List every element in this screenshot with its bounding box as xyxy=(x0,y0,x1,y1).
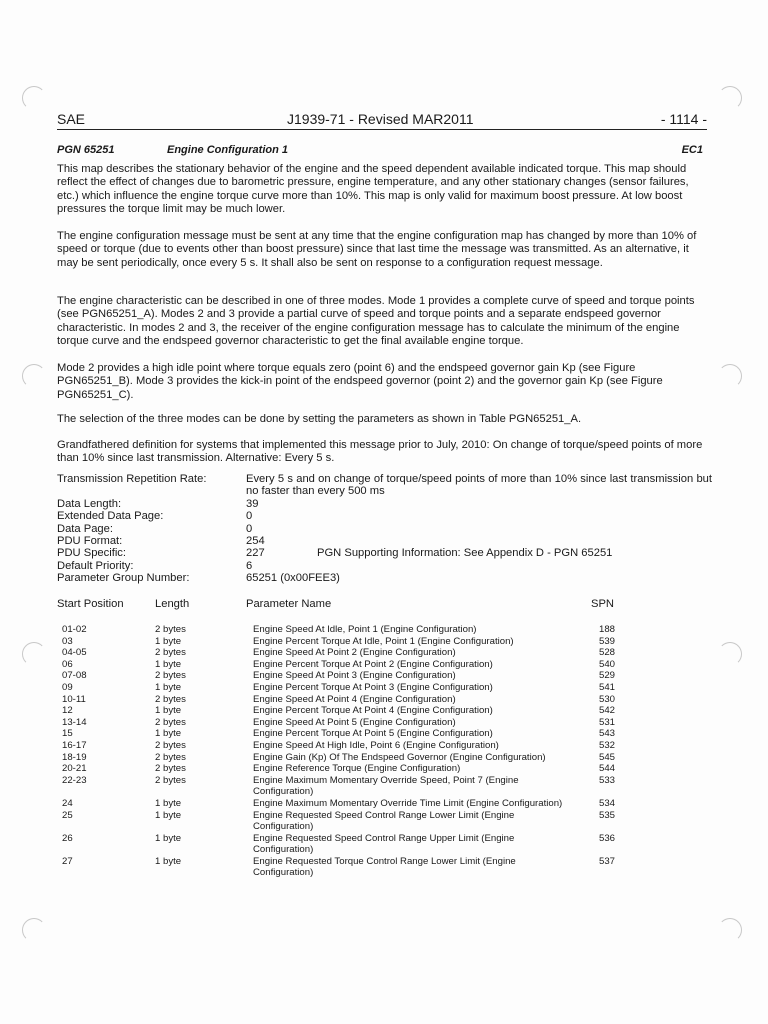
cell-parameter-name: Engine Speed At Point 3 (Engine Configuration) xyxy=(253,670,456,682)
param-label: Transmission Repetition Rate: xyxy=(57,473,207,485)
param-value: 6 xyxy=(246,559,253,572)
table-row xyxy=(57,636,717,648)
pgn-label: PGN 65251 xyxy=(57,144,115,156)
cell-length: 2 bytes xyxy=(155,751,186,763)
cell-parameter-name: Engine Speed At Point 5 (Engine Configuration) xyxy=(253,716,456,728)
punch-hole-mark xyxy=(22,86,46,110)
cell-spn: 536 xyxy=(599,832,616,844)
cell-start-position: 03 xyxy=(62,635,73,647)
param-value: Every 5 s and on change of torque/speed points of more than 10% since last transmission but no faster than every 500 ms xyxy=(246,473,712,498)
table-row xyxy=(57,624,717,636)
cell-length: 2 bytes xyxy=(155,774,186,786)
table-row xyxy=(57,833,717,856)
cell-start-position: 12 xyxy=(62,705,73,717)
header-page-number: - 1114 - xyxy=(660,111,707,127)
cell-spn: 544 xyxy=(599,763,616,775)
cell-spn: 533 xyxy=(599,774,616,786)
cell-spn: 540 xyxy=(599,658,616,670)
cell-spn: 530 xyxy=(599,693,616,705)
cell-start-position: 24 xyxy=(62,797,73,809)
table-row xyxy=(57,647,717,659)
param-value: 65251 (0x00FEE3) xyxy=(246,572,340,585)
cell-parameter-name: Engine Percent Torque At Point 3 (Engine Configuration) xyxy=(253,681,493,693)
cell-length: 2 bytes xyxy=(155,716,186,728)
param-row xyxy=(57,572,712,584)
punch-hole-mark xyxy=(22,642,46,666)
parameter-list xyxy=(57,473,712,585)
param-label: Default Priority: xyxy=(57,559,134,572)
param-value: 0 xyxy=(246,510,253,523)
column-header-start: Start Position xyxy=(57,598,124,610)
cell-parameter-name: Engine Speed At High Idle, Point 6 (Engine Configuration) xyxy=(253,739,499,751)
table-row xyxy=(57,705,717,717)
table-row xyxy=(57,728,717,740)
param-row xyxy=(57,535,712,547)
cell-length: 1 byte xyxy=(155,809,182,821)
cell-length: 1 byte xyxy=(155,728,182,740)
cell-start-position: 25 xyxy=(62,809,73,821)
table-row xyxy=(57,798,717,810)
punch-hole-mark xyxy=(22,364,46,388)
cell-spn: 541 xyxy=(599,681,616,693)
param-value: 227 xyxy=(246,547,265,560)
cell-parameter-name: Engine Speed At Point 4 (Engine Configuration) xyxy=(253,693,456,705)
cell-parameter-name: Engine Requested Torque Control Range Lower Limit (Engine Configuration) xyxy=(253,855,516,879)
param-label: Parameter Group Number: xyxy=(57,572,190,585)
cell-start-position: 27 xyxy=(62,855,73,867)
cell-length: 2 bytes xyxy=(155,647,186,659)
cell-length: 2 bytes xyxy=(155,763,186,775)
cell-parameter-name: Engine Gain (Kp) Of The Endspeed Governor (Engine Configuration) xyxy=(253,751,546,763)
punch-hole-mark xyxy=(718,364,742,388)
header-org: SAE xyxy=(57,111,86,127)
cell-spn: 543 xyxy=(599,728,616,740)
cell-parameter-name: Engine Maximum Momentary Override Time Limit (Engine Configuration) xyxy=(253,797,563,809)
paragraph: The selection of the three modes can be done by setting the parameters as shown in Table PGN65251_A. xyxy=(57,413,582,425)
paragraph: Grandfathered definition for systems that implemented this message prior to July, 2010: On change of torque/speed points of more than 10% since last transmission. Alternative: Every 5 s. xyxy=(57,439,703,465)
cell-parameter-name: Engine Percent Torque At Idle, Point 1 (Engine Configuration) xyxy=(253,635,514,647)
cell-spn: 539 xyxy=(599,635,616,647)
cell-start-position: 01-02 xyxy=(62,624,87,635)
cell-start-position: 06 xyxy=(62,658,73,670)
param-row xyxy=(57,473,712,498)
table-row xyxy=(57,670,717,682)
cell-start-position: 04-05 xyxy=(62,647,87,659)
cell-start-position: 10-11 xyxy=(62,693,86,705)
cell-length: 1 byte xyxy=(155,797,182,809)
cell-parameter-name: Engine Maximum Momentary Override Speed, Point 7 (Engine Configuration) xyxy=(253,774,519,798)
table-row xyxy=(57,775,717,798)
cell-start-position: 16-17 xyxy=(62,739,87,751)
cell-length: 1 byte xyxy=(155,658,182,670)
cell-start-position: 15 xyxy=(62,728,73,740)
pgn-acronym: EC1 xyxy=(681,144,703,156)
cell-spn: 528 xyxy=(599,647,616,659)
param-label: Extended Data Page: xyxy=(57,510,164,523)
cell-spn: 545 xyxy=(599,751,616,763)
cell-parameter-name: Engine Percent Torque At Point 4 (Engine Configuration) xyxy=(253,705,493,717)
table-row xyxy=(57,694,717,706)
cell-start-position: 22-23 xyxy=(62,774,87,786)
param-row xyxy=(57,510,712,522)
param-row xyxy=(57,498,712,510)
cell-length: 2 bytes xyxy=(155,624,186,635)
param-label: PDU Format: xyxy=(57,535,123,548)
punch-hole-mark xyxy=(718,918,742,942)
table-row xyxy=(57,740,717,752)
cell-spn: 531 xyxy=(599,716,616,728)
cell-start-position: 18-19 xyxy=(62,751,87,763)
table-row xyxy=(57,682,717,694)
cell-length: 2 bytes xyxy=(155,693,186,705)
parameter-table xyxy=(57,624,717,879)
table-row xyxy=(57,717,717,729)
cell-spn: 537 xyxy=(599,855,616,867)
column-header-name: Parameter Name xyxy=(246,598,332,610)
cell-length: 2 bytes xyxy=(155,739,186,751)
cell-start-position: 26 xyxy=(62,832,73,844)
paragraph: This map describes the stationary behavior of the engine and the speed dependent available indicated torque. This map should reflect the effect of changes due to barometric pressure, engine temperature, and any other stationary changes (sensor failures, etc.) which influence the engine torque curve more than 10%. This map is only valid for maximum boost pressure. At low boost pressures the torque limit may be much lower. xyxy=(57,163,689,216)
cell-parameter-name: Engine Requested Speed Control Range Upper Limit (Engine Configuration) xyxy=(253,832,515,856)
cell-length: 2 bytes xyxy=(155,670,186,682)
cell-length: 1 byte xyxy=(155,705,182,717)
param-label: PDU Specific: xyxy=(57,547,127,560)
param-value: 254 xyxy=(246,535,265,548)
table-row xyxy=(57,810,717,833)
table-row xyxy=(57,763,717,775)
punch-hole-mark xyxy=(718,86,742,110)
cell-parameter-name: Engine Reference Torque (Engine Configuration) xyxy=(253,763,461,775)
cell-start-position: 20-21 xyxy=(62,763,87,775)
cell-length: 1 byte xyxy=(155,855,182,867)
cell-spn: 532 xyxy=(599,739,616,751)
table-row xyxy=(57,856,717,879)
param-row xyxy=(57,560,712,572)
table-row xyxy=(57,659,717,671)
cell-spn: 188 xyxy=(599,624,616,635)
table-row xyxy=(57,752,717,764)
pgn-name: Engine Configuration 1 xyxy=(167,144,288,156)
header-doc-title: J1939-71 - Revised MAR2011 xyxy=(287,111,474,127)
cell-spn: 529 xyxy=(599,670,616,682)
cell-length: 1 byte xyxy=(155,832,182,844)
cell-length: 1 byte xyxy=(155,635,182,647)
pgn-supporting-info: PGN Supporting Information: See Appendix D - PGN 65251 xyxy=(317,547,613,560)
param-value: 39 xyxy=(246,497,259,510)
param-value: 0 xyxy=(246,522,253,535)
paragraph: The engine characteristic can be described in one of three modes. Mode 1 provides a complete curve of speed and torque points (see PGN65251_A). Modes 2 and 3 provide a partial curve of speed and torque points and a separate endspeed governor characteristic. In modes 2 and 3, the receiver of the engine configuration message has to calculate the minimum of the engine torque curve and the endspeed governor characteristic to get the final available engine torque. xyxy=(57,295,695,348)
cell-parameter-name: Engine Speed At Point 2 (Engine Configuration) xyxy=(253,647,456,659)
cell-length: 1 byte xyxy=(155,681,182,693)
cell-parameter-name: Engine Percent Torque At Point 5 (Engine Configuration) xyxy=(253,728,493,740)
param-label: Data Length: xyxy=(57,497,122,510)
cell-parameter-name: Engine Requested Speed Control Range Lower Limit (Engine Configuration) xyxy=(253,809,515,833)
cell-spn: 534 xyxy=(599,797,616,809)
column-header-length: Length xyxy=(155,598,190,610)
cell-spn: 535 xyxy=(599,809,616,821)
column-header-spn: SPN xyxy=(591,598,615,610)
punch-hole-mark xyxy=(22,918,46,942)
param-label: Data Page: xyxy=(57,522,113,535)
cell-parameter-name: Engine Speed At Idle, Point 1 (Engine Configuration) xyxy=(253,624,477,635)
cell-start-position: 13-14 xyxy=(62,716,87,728)
cell-start-position: 07-08 xyxy=(62,670,87,682)
param-row xyxy=(57,523,712,535)
param-row xyxy=(57,547,712,559)
paragraph: The engine configuration message must be sent at any time that the engine configuration map has changed by more than 10% of speed or torque (due to events other than boost pressure) since that last time the message was transmitted. As an alternative, it may be sent periodically, once every 5 s. It shall also be sent on response to a configuration request message. xyxy=(57,230,697,269)
cell-parameter-name: Engine Percent Torque At Point 2 (Engine Configuration) xyxy=(253,658,493,670)
cell-start-position: 09 xyxy=(62,681,73,693)
cell-spn: 542 xyxy=(599,705,616,717)
paragraph: Mode 2 provides a high idle point where torque equals zero (point 6) and the endspeed governor gain Kp (see Figure PGN65251_B). Mode 3 provides the kick-in point of the endspeed governor (point 2) and the governor gain Kp (see Figure PGN65251_C). xyxy=(57,362,663,401)
page-header xyxy=(57,111,707,130)
punch-hole-mark xyxy=(718,642,742,666)
